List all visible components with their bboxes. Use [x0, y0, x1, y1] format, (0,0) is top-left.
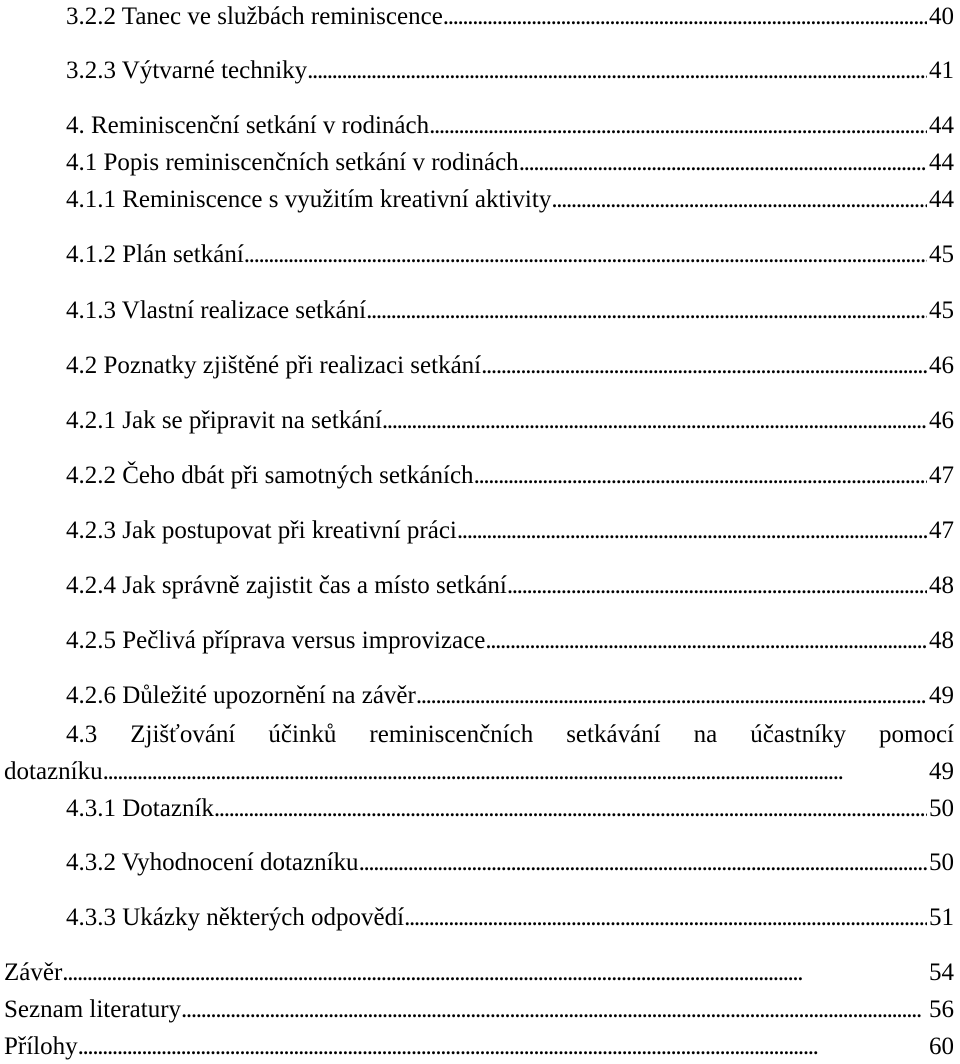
- toc-entry[interactable]: [0, 514, 960, 548]
- toc-entry-page: 48: [929, 627, 954, 654]
- toc-entry[interactable]: [0, 624, 960, 658]
- toc-entry-page: 45: [929, 241, 954, 268]
- toc-entry[interactable]: [0, 54, 960, 88]
- toc-entry[interactable]: [0, 846, 960, 880]
- dot-leader: [474, 459, 927, 493]
- dot-leader: [244, 238, 927, 272]
- toc-entry-page: 45: [929, 297, 954, 324]
- toc-entry-title: 4.2 Poznatky zjištěné při realizaci setkání: [66, 352, 482, 379]
- dot-leader: [457, 514, 927, 548]
- toc-entry-title: 4.3.3 Ukázky některých odpovědí: [66, 904, 405, 931]
- toc-entry[interactable]: [0, 0, 960, 34]
- toc-entry[interactable]: [0, 1030, 960, 1064]
- toc-entry-title: 4.3 Zjišťování účinků reminiscenčních setkávání na účastníky pomocí: [66, 721, 954, 748]
- toc-entry-title: 4.2.4 Jak správně zajistit čas a místo setkání: [66, 572, 507, 599]
- toc-entry-page: 44: [929, 186, 954, 213]
- toc-entry-page: 50: [929, 795, 954, 822]
- toc-entry-title: 4.2.3 Jak postupovat při kreativní práci: [66, 517, 457, 544]
- toc-entry-title: 4.1.3 Vlastní realizace setkání: [66, 297, 367, 324]
- toc-entry-title: 4.2.1 Jak se připravit na setkání: [66, 407, 382, 434]
- toc-entry[interactable]: [0, 404, 960, 438]
- toc-entry[interactable]: [0, 238, 960, 272]
- toc-entry-title: 4.3.2 Vyhodnocení dotazníku: [66, 849, 359, 876]
- toc-entry[interactable]: [0, 993, 960, 1027]
- toc-entry-title: 4.2.6 Důležité upozornění na závěr: [66, 682, 416, 709]
- toc-entry[interactable]: [0, 956, 960, 990]
- toc-entry-page: 56: [929, 996, 954, 1023]
- toc-entry-page: 51: [929, 904, 954, 931]
- dot-leader: [481, 349, 927, 383]
- toc-entry-page: 50: [929, 849, 954, 876]
- toc-entry[interactable]: [0, 459, 960, 493]
- toc-entry[interactable]: [0, 569, 960, 603]
- dot-leader: [62, 956, 927, 990]
- toc-entry-page: 46: [929, 407, 954, 434]
- toc-entry[interactable]: [0, 792, 960, 826]
- toc-entry-page: 47: [929, 517, 954, 544]
- toc-entry[interactable]: [0, 294, 960, 328]
- toc-entry-page: 46: [929, 352, 954, 379]
- toc-entry-title: 4.3.1 Dotazník: [66, 795, 214, 822]
- toc-entry-title: Přílohy: [4, 1033, 78, 1060]
- dot-leader: [443, 0, 927, 34]
- toc-entry-page: 47: [929, 462, 954, 489]
- toc-entry-page: 54: [929, 959, 954, 986]
- dot-leader: [359, 846, 927, 880]
- toc-entry-page: 40: [929, 3, 954, 30]
- toc-entry-title: 4.2.5 Pečlivá příprava versus improvizace: [66, 627, 486, 654]
- toc-entry-page: 60: [929, 1033, 954, 1060]
- dot-leader: [103, 755, 927, 789]
- dot-leader: [214, 792, 927, 826]
- toc-entry-page: 44: [929, 149, 954, 176]
- toc-entry[interactable]: [0, 349, 960, 383]
- dot-leader: [485, 624, 927, 658]
- toc-entry-page: 41: [929, 57, 954, 84]
- toc-entry[interactable]: [0, 755, 960, 789]
- dot-leader: [307, 54, 927, 88]
- toc-entry-title: 3.2.2 Tanec ve službách reminiscence: [66, 3, 443, 30]
- toc-entry[interactable]: [0, 718, 960, 752]
- dot-leader: [78, 1030, 927, 1064]
- dot-leader: [416, 679, 927, 713]
- toc-entry-title: Závěr: [4, 959, 63, 986]
- toc-entry[interactable]: [0, 901, 960, 935]
- dot-leader: [404, 901, 927, 935]
- dot-leader: [181, 993, 927, 1027]
- toc-entry-page: 44: [929, 112, 954, 139]
- dot-leader: [382, 404, 927, 438]
- toc-entry-page: 48: [929, 572, 954, 599]
- toc-entry[interactable]: [0, 109, 960, 143]
- toc-entry-title: Seznam literatury: [4, 996, 182, 1023]
- toc-entry-title: 4.1.1 Reminiscence s využitím kreativní aktivity: [66, 186, 552, 213]
- dot-leader: [429, 109, 927, 143]
- toc-entry-title: 3.2.3 Výtvarné techniky: [66, 57, 308, 84]
- dot-leader: [507, 569, 927, 603]
- toc-entry-page: 49: [929, 758, 954, 785]
- toc-entry[interactable]: [0, 146, 960, 180]
- toc-entry-title: 4.1 Popis reminiscenčních setkání v rodinách: [66, 149, 519, 176]
- dot-leader: [366, 294, 927, 328]
- toc-entry-title: 4. Reminiscenční setkání v rodinách: [66, 112, 430, 139]
- dot-leader: [519, 146, 927, 180]
- toc-entry-title: 4.1.2 Plán setkání: [66, 241, 244, 268]
- toc-entry-title-continued: dotazníku: [4, 758, 103, 785]
- toc-entry[interactable]: [0, 183, 960, 217]
- toc-entry[interactable]: [0, 679, 960, 713]
- toc-entry-title: 4.2.2 Čeho dbát při samotných setkáních: [66, 462, 474, 489]
- toc-entry-page: 49: [929, 682, 954, 709]
- dot-leader: [551, 183, 927, 217]
